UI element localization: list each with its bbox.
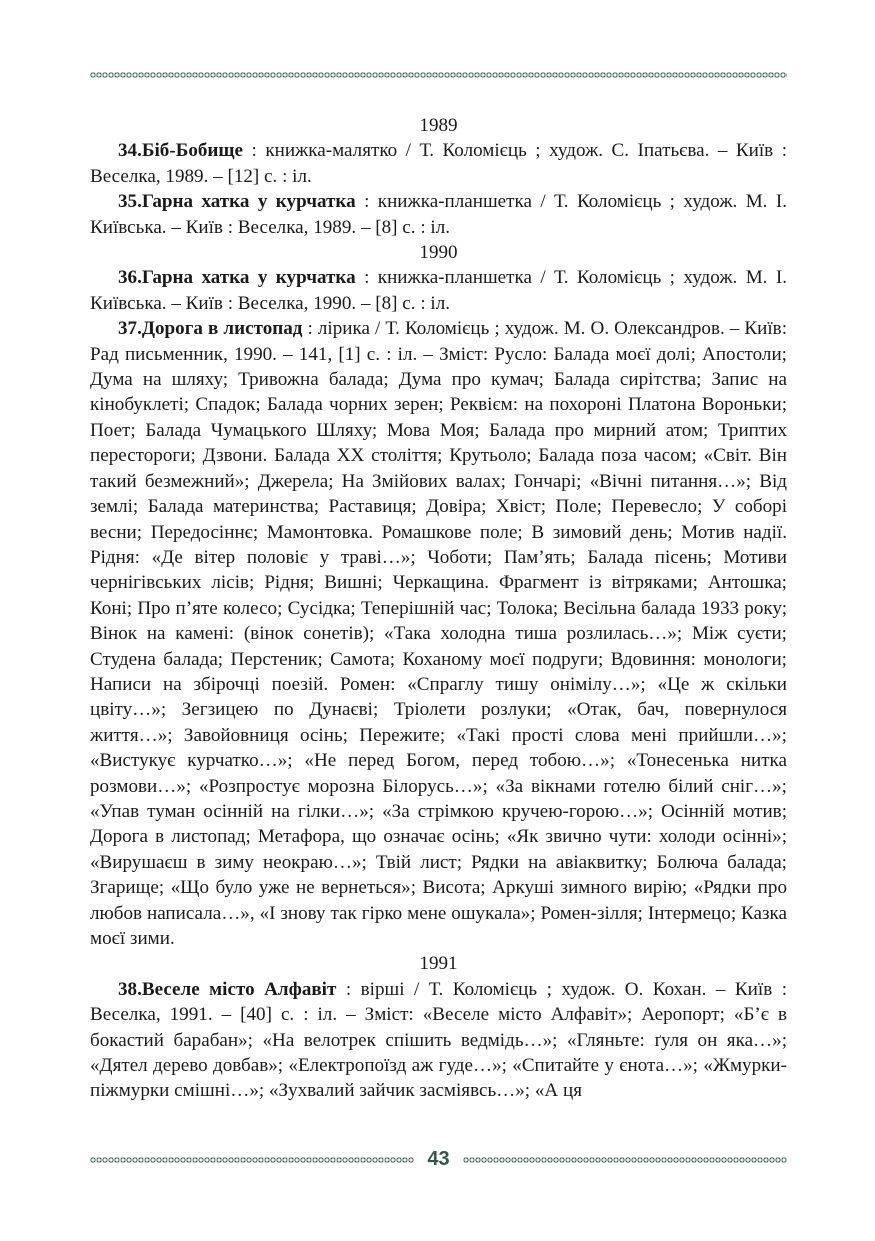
entry-35 bbox=[90, 189, 787, 240]
entry-38 bbox=[90, 977, 787, 1104]
entry-36 bbox=[90, 265, 787, 316]
page-footer bbox=[90, 1150, 787, 1170]
year-heading-1989: 1989 bbox=[419, 115, 458, 136]
year-heading-1991: 1991 bbox=[419, 953, 458, 975]
entry-34 bbox=[90, 138, 787, 189]
entry-title: Дорога в листопад bbox=[141, 318, 303, 340]
entry-description: : книжка-планшетка / Т. Коломієць ; худож. М. І. Київська. – Київ : Веселка, 1990. – [8] с. : іл. bbox=[90, 267, 787, 314]
entry-number: 36. bbox=[118, 267, 142, 289]
bibliography-content bbox=[90, 113, 787, 1104]
entry-number: 34. bbox=[118, 140, 142, 162]
entry-title: Біб-Бобище bbox=[141, 140, 244, 162]
page-number: 43 bbox=[427, 1148, 450, 1170]
year-heading-1990: 1990 bbox=[419, 242, 458, 264]
footer-ornament-right bbox=[463, 1156, 787, 1164]
entry-title: Гарна хатка у курчатка bbox=[141, 267, 356, 289]
entry-number: 37. bbox=[118, 318, 142, 340]
entry-number: 38. bbox=[118, 978, 142, 1000]
entry-description: : книжка-планшетка / Т. Коломієць ; худож. М. І. Київська. – Київ : Веселка, 1989. – [8] с. : іл. bbox=[90, 191, 787, 238]
entry-37 bbox=[90, 316, 787, 951]
entry-description: : вірші / Т. Коломієць ; худож. О. Кохан. – Київ : Веселка, 1991. – [40] с. : іл. – Зміст: «Веселе місто Алфавіт»; Аеропорт; «Б’є в бокастий барабан»; «На велотрек спішить ведмідь…»; «Гляньте: ґуля он яка…»; «Дятел дерево довбав»; «Електропоїзд аж гуде…»; «Спитайте у єнота…»; «Жмурки-піжмурки смішні…»; «Зухвалий зайчик засміявсь…»; «А ця bbox=[90, 978, 787, 1102]
entry-title: Гарна хатка у курчатка bbox=[141, 191, 356, 213]
entry-description: : лірика / Т. Коломієць ; худож. М. О. Олександров. – Київ: Рад письменник, 1990. – 141, [1] с. : іл. – Зміст: Русло: Балада моєї долі; Апостоли; Дума на шляху; Тривожна балада; Дума про кумач; Балада сирітства; Запис на кінобуклеті; Спадок; Балада чорних зерен; Реквієм: на похороні Платона Вороньки; Поет; Балада Чумацького Шляху; Мова Моя; Балада про мирний атом; Триптих перестороги; Дзвони. Балада ХХ століття; Крутьоло; Балада поза часом; «Світ. Він такий безмежний»; Джерела; На Змійових валах; Гончарі; «Вічні питання…»; Від землі; Балада материнства; Раставиця; Довіра; Хвіст; Поле; Перевесло; У соборі весни; Передосіннє; Мамонтовка. Ромашкове поле; В зимовий день; Мотив надії. Рідня: «Де вітер половіє у траві…»; Чоботи; Пам’ять; Балада пісень; Мотиви чернігівських лісів; Рідня; Вишні; Черкащина. Фрагмент із вітряками; Антошка; Коні; Про п’яте колесо; Сусідка; Теперішній час; Толока; Весільна балада 1933 року; Вінок на камені: (вінок сонетів); «Така холодна тиша розлилась…»; Між суєти; Студена балада; Перстеник; Самота; Коханому моєї подруги; Вдовиння: монологи; Написи на збірочці поезій. Ромен: «Спраглу тишу онімілу…»; «Це ж скільки цвіту…»; Зегзицею по Дунаєві; Тріолети розлуки; «Отак, бач, повернулося життя…»; Завойовниця осінь; Пережите; «Такі прості слова мені прийшли…»; «Вистукує курчатко…»; «Не перед Богом, перед тобою…»; «Тонесенька нитка розмови…»; «Розпростує морозна Білорусь…»; «За вікнами готелю білий сніг…»; «Упав туман осінній на гілки…»; «За стрімкою кручею-горою…»; Осінній мотив; Дорога в листопад; Метафора, що означає осінь; «Як звично чути: холоди осінні»; «Вирушаєш в зиму неокраю…»; Твій лист; Рядки на авіаквитку; Болюча балада; Згарище; «Що було уже не вернеться»; Висота; Аркуші зимного вирію; «Рядки про любов написала…», «І знову так гірко мене ошукала»; Ромен-зілля; Інтермецо; Казка моєї зими. bbox=[90, 318, 788, 949]
top-ornament-divider bbox=[90, 71, 787, 79]
footer-ornament-left bbox=[90, 1156, 414, 1164]
entry-description: : книжка-малятко / Т. Коломієць ; худож. С. Іпатьєва. – Київ : Веселка, 1989. – [12] с. : іл. bbox=[90, 140, 787, 187]
entry-title: Веселе місто Алфавіт bbox=[141, 978, 337, 1000]
entry-number: 35. bbox=[118, 191, 142, 213]
